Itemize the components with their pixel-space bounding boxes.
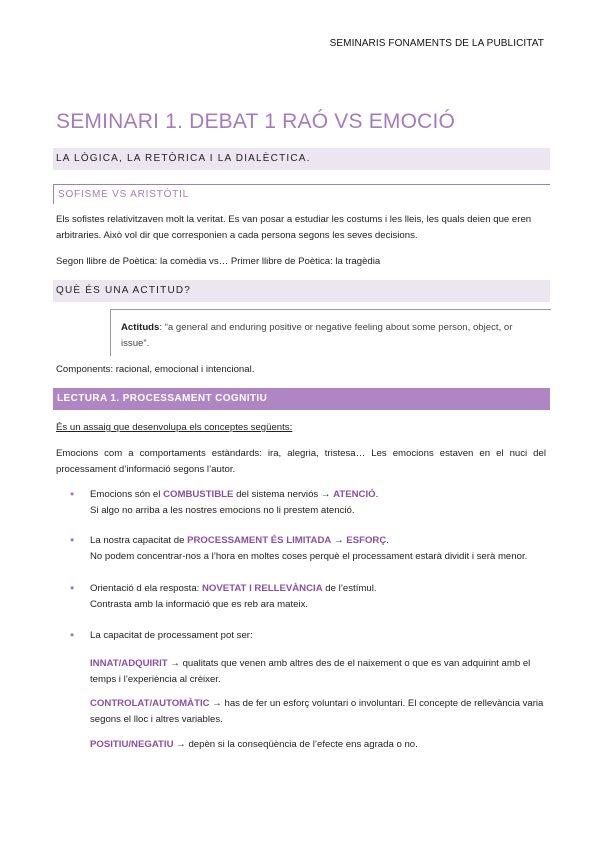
list-item — [90, 581, 550, 613]
section-heading-actitud: QUÈ ÉS UNA ACTITUD? — [53, 280, 550, 302]
subitem-text: → depèn si la conseqüència de l’efecte ens agrada o no. — [173, 739, 418, 750]
list-item — [90, 487, 550, 519]
list-item-text: → — [331, 535, 347, 546]
list-item-text: . — [386, 535, 389, 546]
list-item-text: . — [375, 489, 379, 500]
bullet-dot: • — [70, 581, 75, 595]
subitem-positiu — [90, 737, 550, 753]
bullet-dot: • — [70, 533, 75, 547]
poetica-paragraph: Segon llibre de Poètica: la comèdia vs… Primer llibre de Poètica: la tragèdia — [56, 256, 381, 267]
list-item-text: del sistema nerviós → — [233, 489, 334, 500]
subitem-text: → qualitats que venen amb altres des de el naixement o que es van adquirint amb el temps i l’experiència al crèixer. — [90, 658, 531, 685]
subitem-innat — [90, 656, 550, 688]
definition-quote — [110, 309, 551, 356]
lectura-paragraph: Emocions com a comportaments estàndards: ira, alegria, tristesa… Les emocions estaven en el nuci del processament d’informació segons l’autor. — [56, 448, 546, 475]
list-item-text: La nostra capacitat de — [90, 535, 188, 546]
section-heading-lectura: LECTURA 1. PROCESSAMENT COGNITIU — [53, 388, 550, 410]
bullet-dot: • — [70, 487, 75, 501]
subitem-controlat — [90, 696, 550, 728]
section-heading-logic: LA LÒGICA, LA RETÒRICA I LA DIALÈCTICA. — [53, 148, 550, 170]
subitem-text: → has de fer un esforç voluntari o involuntari. El concepte de rellevància varia segons el lloc i altres variables. — [90, 698, 544, 725]
quote-text — [121, 320, 521, 352]
highlight-term: COMBUSTIBLE — [163, 489, 234, 500]
subitem-term: INNAT/ADQUIRIT — [90, 658, 168, 669]
bullet-dot: • — [70, 628, 75, 642]
highlight-term: NOVETAT I RELLEVÀNCIA — [202, 583, 323, 594]
lectura-intro: És un assaig que desenvolupa els conceptes següents: — [56, 422, 293, 433]
list-item-detail: Contrasta amb la informació que es reb ara mateix. — [90, 599, 309, 610]
list-item-text: Orientació d ela resposta: — [90, 583, 202, 594]
list-item: La capacitat de processament pot ser: — [90, 630, 253, 641]
components-paragraph: Components: racional, emocional i intencional. — [56, 364, 255, 375]
highlight-term: ESFORÇ — [346, 535, 387, 546]
section-heading-sofisme: SOFISME VS ARISTÒTIL — [53, 184, 550, 204]
running-header: SEMINARIS FONAMENTS DE LA PUBLICITAT — [329, 38, 544, 49]
quote-term: Actituds — [121, 322, 160, 333]
list-item-text: Emocions són el — [90, 489, 164, 500]
page-title: SEMINARI 1. DEBAT 1 RAÓ VS EMOCIÓ — [56, 110, 456, 133]
sofisme-paragraph: Els sofistes relativitzaven molt la veritat. Es van posar a estudiar les costums i les lleis, les quals deien que eren arbitraries. Això vol dir que corresponien a cada persona segons les seves decisions. — [56, 214, 532, 241]
list-item-text: de l’estímul. — [322, 583, 377, 594]
list-item-detail: Si algo no arriba a les nostres emocions no li prestem atenció. — [90, 505, 355, 516]
list-item — [90, 533, 550, 565]
subitem-term: POSITIU/NEGATIU — [90, 739, 174, 750]
highlight-term: ATENCIÓ — [333, 489, 376, 500]
list-item-detail: No podem concentrar-nos a l’hora en moltes coses perquè el processament estarà dividit i serà menor. — [90, 551, 528, 562]
subitem-term: CONTROLAT/AUTOMÀTIC — [90, 698, 210, 709]
quote-definition: : “a general and enduring positive or negative feeling about some person, object, or issue”. — [121, 322, 513, 349]
highlight-term: PROCESSAMENT ÉS LIMITADA — [187, 535, 332, 546]
